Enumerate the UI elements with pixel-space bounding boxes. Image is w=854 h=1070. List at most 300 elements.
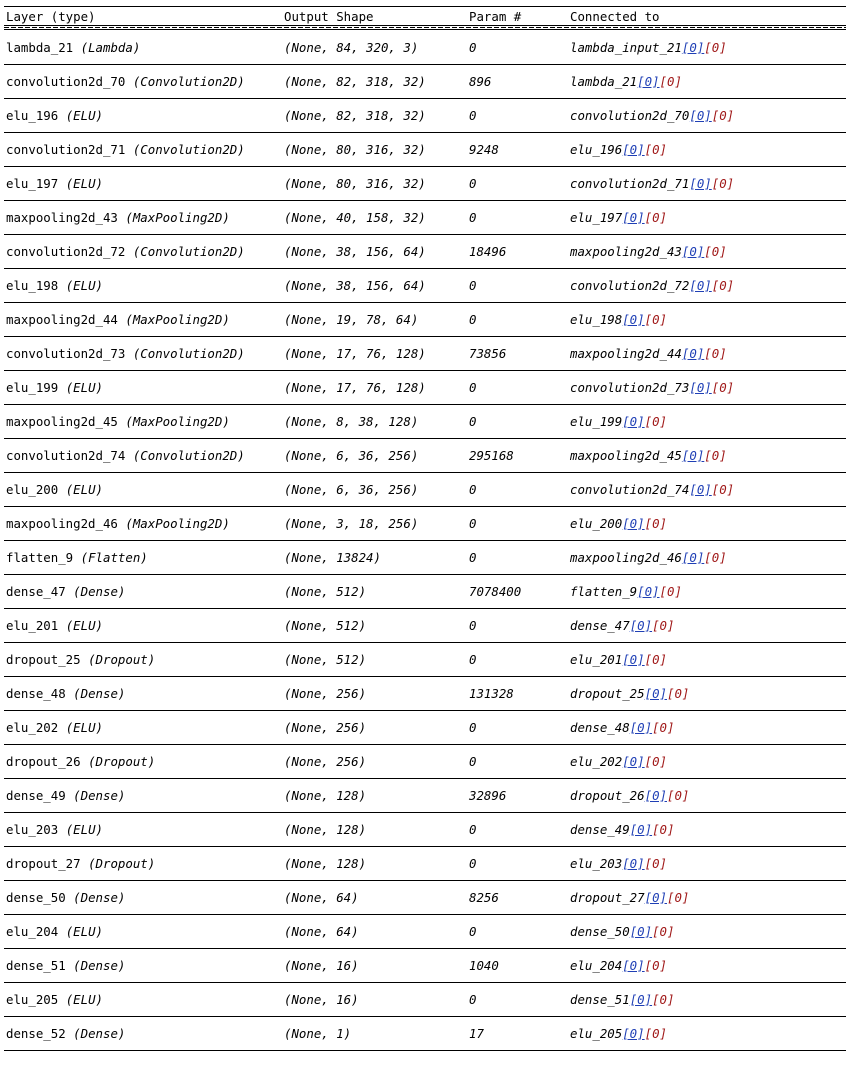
layer-type: (Dense) bbox=[73, 958, 126, 973]
tensor-index: [0] bbox=[644, 1026, 667, 1041]
connected-to bbox=[570, 856, 667, 872]
layer-name: convolution2d_70 bbox=[6, 74, 126, 89]
table-row bbox=[0, 881, 854, 915]
output-shape: (None, 80, 316, 32) bbox=[284, 176, 426, 191]
layer-type: (Convolution2D) bbox=[132, 346, 245, 361]
node-index-link[interactable]: [0] bbox=[622, 516, 645, 531]
table-row bbox=[0, 575, 854, 609]
table-row bbox=[0, 983, 854, 1017]
layer-name: dense_52 bbox=[6, 1026, 66, 1041]
table-row bbox=[0, 949, 854, 983]
layer-cell bbox=[6, 244, 245, 260]
layer-cell bbox=[6, 142, 245, 158]
table-row bbox=[0, 609, 854, 643]
table-row bbox=[0, 711, 854, 745]
layer-cell bbox=[6, 74, 245, 90]
tensor-index: [0] bbox=[652, 924, 675, 939]
header-double-rule bbox=[4, 25, 846, 30]
output-shape: (None, 6, 36, 256) bbox=[284, 482, 419, 497]
connected-layer: convolution2d_72 bbox=[570, 278, 690, 293]
layer-cell bbox=[6, 278, 103, 294]
node-index-link[interactable]: [0] bbox=[622, 652, 645, 667]
connected-layer: maxpooling2d_43 bbox=[570, 244, 682, 259]
node-index-link[interactable]: [0] bbox=[644, 890, 667, 905]
layer-type: (Flatten) bbox=[80, 550, 148, 565]
output-shape: (None, 128) bbox=[284, 822, 367, 837]
connected-layer: convolution2d_70 bbox=[570, 108, 690, 123]
node-index-link[interactable]: [0] bbox=[622, 754, 645, 769]
connected-to bbox=[570, 584, 682, 600]
tensor-index: [0] bbox=[667, 890, 690, 905]
layer-cell bbox=[6, 380, 103, 396]
node-index-link[interactable]: [0] bbox=[637, 584, 660, 599]
node-index-link[interactable]: [0] bbox=[629, 822, 653, 837]
tensor-index: [0] bbox=[711, 482, 735, 497]
layer-name: elu_200 bbox=[6, 482, 59, 497]
connected-layer: elu_202 bbox=[570, 754, 623, 769]
param-count: 0 bbox=[469, 550, 477, 565]
layer-cell bbox=[6, 414, 230, 430]
connected-to bbox=[570, 142, 667, 158]
layer-name: dropout_26 bbox=[6, 754, 81, 769]
output-shape: (None, 256) bbox=[284, 720, 367, 735]
table-row bbox=[0, 133, 854, 167]
param-count: 18496 bbox=[469, 244, 507, 259]
node-index-link[interactable]: [0] bbox=[629, 618, 653, 633]
connected-layer: elu_199 bbox=[570, 414, 623, 429]
tensor-index: [0] bbox=[652, 720, 675, 735]
layer-name: elu_201 bbox=[6, 618, 59, 633]
tensor-index: [0] bbox=[652, 618, 675, 633]
connected-to bbox=[570, 278, 734, 294]
table-row bbox=[0, 405, 854, 439]
layer-name: flatten_9 bbox=[6, 550, 74, 565]
connected-to bbox=[570, 40, 727, 56]
connected-to bbox=[570, 754, 667, 770]
node-index-link[interactable]: [0] bbox=[622, 210, 645, 225]
output-shape: (None, 3, 18, 256) bbox=[284, 516, 419, 531]
node-index-link[interactable]: [0] bbox=[644, 788, 667, 803]
node-index-link[interactable]: [0] bbox=[681, 40, 705, 55]
layer-cell bbox=[6, 176, 103, 192]
layer-cell bbox=[6, 822, 103, 838]
layer-type: (ELU) bbox=[65, 482, 103, 497]
connected-layer: dropout_27 bbox=[570, 890, 645, 905]
tensor-index: [0] bbox=[659, 584, 682, 599]
output-shape: (None, 82, 318, 32) bbox=[284, 74, 426, 89]
param-count: 131328 bbox=[469, 686, 514, 701]
layer-name: maxpooling2d_45 bbox=[6, 414, 118, 429]
output-shape: (None, 82, 318, 32) bbox=[284, 108, 426, 123]
param-count: 0 bbox=[469, 414, 477, 429]
tensor-index: [0] bbox=[711, 380, 735, 395]
connected-layer: elu_203 bbox=[570, 856, 623, 871]
output-shape: (None, 64) bbox=[284, 890, 359, 905]
tensor-index: [0] bbox=[704, 550, 727, 565]
layer-cell bbox=[6, 482, 103, 498]
layer-type: (Convolution2D) bbox=[132, 244, 245, 259]
connected-to bbox=[570, 380, 734, 396]
layer-name: elu_202 bbox=[6, 720, 59, 735]
layer-type: (ELU) bbox=[65, 720, 103, 735]
layer-type: (Dense) bbox=[73, 788, 126, 803]
node-index-link[interactable]: [0] bbox=[629, 720, 653, 735]
layer-cell bbox=[6, 210, 230, 226]
tensor-index: [0] bbox=[644, 754, 667, 769]
connected-layer: maxpooling2d_46 bbox=[570, 550, 682, 565]
layer-type: (ELU) bbox=[65, 176, 103, 191]
layer-cell bbox=[6, 652, 155, 668]
table-header bbox=[0, 9, 854, 25]
output-shape: (None, 128) bbox=[284, 856, 367, 871]
param-count: 295168 bbox=[469, 448, 514, 463]
connected-layer: convolution2d_74 bbox=[570, 482, 690, 497]
param-count: 0 bbox=[469, 312, 477, 327]
output-shape: (None, 256) bbox=[284, 754, 367, 769]
tensor-index: [0] bbox=[704, 448, 727, 463]
layer-name: maxpooling2d_43 bbox=[6, 210, 118, 225]
table-row bbox=[0, 439, 854, 473]
node-index-link[interactable]: [0] bbox=[689, 108, 712, 123]
layer-type: (ELU) bbox=[65, 278, 103, 293]
connected-to bbox=[570, 74, 682, 90]
connected-to bbox=[570, 686, 689, 702]
table-row bbox=[0, 269, 854, 303]
node-index-link[interactable]: [0] bbox=[689, 380, 712, 395]
layer-cell bbox=[6, 924, 103, 940]
layer-cell bbox=[6, 516, 230, 532]
param-count: 0 bbox=[469, 176, 477, 191]
param-count: 9248 bbox=[469, 142, 499, 157]
table-row bbox=[0, 507, 854, 541]
row-divider bbox=[4, 1050, 846, 1051]
layer-name: dense_48 bbox=[6, 686, 66, 701]
output-shape: (None, 16) bbox=[284, 992, 359, 1007]
connected-to bbox=[570, 176, 734, 192]
tensor-index: [0] bbox=[711, 278, 735, 293]
connected-to bbox=[570, 992, 674, 1008]
param-count: 0 bbox=[469, 720, 477, 735]
output-shape: (None, 512) bbox=[284, 618, 367, 633]
connected-to bbox=[570, 958, 667, 974]
layer-cell bbox=[6, 992, 103, 1008]
output-shape: (None, 64) bbox=[284, 924, 359, 939]
connected-layer: dropout_25 bbox=[570, 686, 645, 701]
layer-type: (Convolution2D) bbox=[132, 74, 245, 89]
layer-name: dropout_27 bbox=[6, 856, 81, 871]
param-count: 0 bbox=[469, 482, 477, 497]
layer-name: elu_203 bbox=[6, 822, 59, 837]
table-row bbox=[0, 643, 854, 677]
node-index-link[interactable]: [0] bbox=[689, 176, 712, 191]
tensor-index: [0] bbox=[711, 108, 735, 123]
node-index-link[interactable]: [0] bbox=[622, 142, 645, 157]
tensor-index: [0] bbox=[644, 142, 667, 157]
tensor-index: [0] bbox=[644, 652, 667, 667]
connected-layer: lambda_21 bbox=[570, 74, 638, 89]
tensor-index: [0] bbox=[704, 40, 727, 55]
layer-cell bbox=[6, 720, 103, 736]
tensor-index: [0] bbox=[652, 822, 675, 837]
tensor-index: [0] bbox=[659, 74, 682, 89]
node-index-link[interactable]: [0] bbox=[622, 312, 645, 327]
node-index-link[interactable]: [0] bbox=[689, 278, 712, 293]
param-count: 17 bbox=[469, 1026, 484, 1041]
tensor-index: [0] bbox=[652, 992, 675, 1007]
layer-type: (Dense) bbox=[73, 1026, 126, 1041]
layer-name: elu_196 bbox=[6, 108, 59, 123]
layer-name: maxpooling2d_44 bbox=[6, 312, 118, 327]
param-count: 0 bbox=[469, 924, 477, 939]
tensor-index: [0] bbox=[667, 686, 690, 701]
layer-cell bbox=[6, 448, 245, 464]
output-shape: (None, 16) bbox=[284, 958, 359, 973]
table-row bbox=[0, 473, 854, 507]
tensor-index: [0] bbox=[644, 516, 667, 531]
connected-to bbox=[570, 720, 674, 736]
output-shape: (None, 128) bbox=[284, 788, 367, 803]
node-index-link[interactable]: [0] bbox=[689, 482, 712, 497]
param-count: 0 bbox=[469, 652, 477, 667]
connected-layer: elu_197 bbox=[570, 210, 623, 225]
connected-to bbox=[570, 652, 667, 668]
connected-layer: dense_48 bbox=[570, 720, 630, 735]
output-shape: (None, 40, 158, 32) bbox=[284, 210, 426, 225]
layer-cell bbox=[6, 1026, 125, 1042]
connected-layer: flatten_9 bbox=[570, 584, 638, 599]
param-count: 0 bbox=[469, 992, 477, 1007]
connected-to bbox=[570, 346, 727, 362]
connected-to bbox=[570, 788, 689, 804]
param-count: 0 bbox=[469, 40, 477, 55]
node-index-link[interactable]: [0] bbox=[622, 1026, 645, 1041]
tensor-index: [0] bbox=[667, 788, 690, 803]
connected-layer: maxpooling2d_44 bbox=[570, 346, 682, 361]
connected-layer: dense_47 bbox=[570, 618, 630, 633]
header-param-count: Param # bbox=[469, 9, 522, 24]
output-shape: (None, 13824) bbox=[284, 550, 381, 565]
node-index-link[interactable]: [0] bbox=[681, 346, 705, 361]
param-count: 0 bbox=[469, 754, 477, 769]
table-row bbox=[0, 337, 854, 371]
tensor-index: [0] bbox=[644, 312, 667, 327]
layer-name: convolution2d_72 bbox=[6, 244, 126, 259]
connected-layer: elu_196 bbox=[570, 142, 623, 157]
output-shape: (None, 512) bbox=[284, 584, 367, 599]
connected-layer: dense_50 bbox=[570, 924, 630, 939]
connected-layer: convolution2d_73 bbox=[570, 380, 690, 395]
layer-cell bbox=[6, 958, 125, 974]
connected-layer: elu_198 bbox=[570, 312, 623, 327]
header-output-shape: Output Shape bbox=[284, 9, 374, 24]
table-row bbox=[0, 915, 854, 949]
layer-name: dense_51 bbox=[6, 958, 66, 973]
output-shape: (None, 17, 76, 128) bbox=[284, 346, 426, 361]
connected-layer: dropout_26 bbox=[570, 788, 645, 803]
output-shape: (None, 8, 38, 128) bbox=[284, 414, 419, 429]
layer-type: (ELU) bbox=[65, 108, 103, 123]
output-shape: (None, 80, 316, 32) bbox=[284, 142, 426, 157]
table-row bbox=[0, 99, 854, 133]
connected-layer: maxpooling2d_45 bbox=[570, 448, 682, 463]
layer-name: dense_47 bbox=[6, 584, 66, 599]
layer-name: elu_205 bbox=[6, 992, 59, 1007]
layer-name: dense_49 bbox=[6, 788, 66, 803]
table-row bbox=[0, 541, 854, 575]
connected-to bbox=[570, 210, 667, 226]
top-rule bbox=[4, 6, 846, 7]
connected-layer: elu_201 bbox=[570, 652, 623, 667]
layer-type: (Convolution2D) bbox=[132, 448, 245, 463]
param-count: 0 bbox=[469, 516, 477, 531]
header-connected-to: Connected to bbox=[570, 9, 660, 24]
layer-cell bbox=[6, 788, 125, 804]
connected-layer: dense_51 bbox=[570, 992, 630, 1007]
table-row bbox=[0, 677, 854, 711]
layer-type: (ELU) bbox=[65, 924, 103, 939]
tensor-index: [0] bbox=[711, 176, 735, 191]
node-index-link[interactable]: [0] bbox=[629, 924, 653, 939]
layer-name: convolution2d_71 bbox=[6, 142, 126, 157]
output-shape: (None, 84, 320, 3) bbox=[284, 40, 419, 55]
header-layer-type: Layer (type) bbox=[6, 9, 96, 24]
param-count: 0 bbox=[469, 380, 477, 395]
connected-to bbox=[570, 1026, 667, 1042]
connected-layer: lambda_input_21 bbox=[570, 40, 682, 55]
connected-to bbox=[570, 618, 674, 634]
table-row bbox=[0, 847, 854, 881]
connected-to bbox=[570, 924, 674, 940]
param-count: 1040 bbox=[469, 958, 499, 973]
output-shape: (None, 38, 156, 64) bbox=[284, 278, 426, 293]
layer-type: (Dropout) bbox=[88, 754, 156, 769]
layer-type: (Dropout) bbox=[88, 652, 156, 667]
layer-cell bbox=[6, 890, 125, 906]
connected-to bbox=[570, 550, 727, 566]
connected-to bbox=[570, 822, 674, 838]
layer-type: (ELU) bbox=[65, 618, 103, 633]
layer-name: convolution2d_73 bbox=[6, 346, 126, 361]
connected-to bbox=[570, 482, 734, 498]
tensor-index: [0] bbox=[704, 244, 727, 259]
layer-name: elu_199 bbox=[6, 380, 59, 395]
layer-type: (MaxPooling2D) bbox=[125, 312, 230, 327]
table-row bbox=[0, 31, 854, 65]
layer-type: (MaxPooling2D) bbox=[125, 210, 230, 225]
layer-type: (Dense) bbox=[73, 584, 126, 599]
layer-type: (ELU) bbox=[65, 992, 103, 1007]
table-row bbox=[0, 779, 854, 813]
layer-type: (ELU) bbox=[65, 822, 103, 837]
layer-name: maxpooling2d_46 bbox=[6, 516, 118, 531]
tensor-index: [0] bbox=[644, 856, 667, 871]
table-row bbox=[0, 167, 854, 201]
layer-type: (Lambda) bbox=[80, 40, 141, 55]
layer-cell bbox=[6, 40, 140, 56]
table-row bbox=[0, 813, 854, 847]
layer-name: dropout_25 bbox=[6, 652, 81, 667]
layer-type: (MaxPooling2D) bbox=[125, 414, 230, 429]
layer-type: (ELU) bbox=[65, 380, 103, 395]
connected-to bbox=[570, 516, 667, 532]
output-shape: (None, 19, 78, 64) bbox=[284, 312, 419, 327]
connected-layer: elu_204 bbox=[570, 958, 623, 973]
param-count: 0 bbox=[469, 822, 477, 837]
layer-cell bbox=[6, 584, 125, 600]
output-shape: (None, 17, 76, 128) bbox=[284, 380, 426, 395]
connected-to bbox=[570, 414, 667, 430]
connected-layer: dense_49 bbox=[570, 822, 630, 837]
tensor-index: [0] bbox=[644, 210, 667, 225]
node-index-link[interactable]: [0] bbox=[622, 414, 645, 429]
node-index-link[interactable]: [0] bbox=[681, 550, 705, 565]
layer-cell bbox=[6, 312, 230, 328]
tensor-index: [0] bbox=[644, 414, 667, 429]
layer-cell bbox=[6, 754, 155, 770]
param-count: 0 bbox=[469, 210, 477, 225]
param-count: 0 bbox=[469, 108, 477, 123]
connected-to bbox=[570, 312, 667, 328]
param-count: 7078400 bbox=[469, 584, 522, 599]
layer-cell bbox=[6, 346, 245, 362]
connected-layer: convolution2d_71 bbox=[570, 176, 690, 191]
table-row bbox=[0, 201, 854, 235]
param-count: 0 bbox=[469, 618, 477, 633]
layer-cell bbox=[6, 686, 125, 702]
node-index-link[interactable]: [0] bbox=[681, 448, 705, 463]
layer-cell bbox=[6, 108, 103, 124]
node-index-link[interactable]: [0] bbox=[622, 856, 645, 871]
param-count: 32896 bbox=[469, 788, 507, 803]
node-index-link[interactable]: [0] bbox=[644, 686, 667, 701]
node-index-link[interactable]: [0] bbox=[622, 958, 645, 973]
layer-name: dense_50 bbox=[6, 890, 66, 905]
connected-to bbox=[570, 244, 727, 260]
connected-layer: elu_200 bbox=[570, 516, 623, 531]
connected-to bbox=[570, 890, 689, 906]
layer-name: elu_197 bbox=[6, 176, 59, 191]
param-count: 8256 bbox=[469, 890, 499, 905]
param-count: 0 bbox=[469, 856, 477, 871]
layer-type: (Dense) bbox=[73, 890, 126, 905]
output-shape: (None, 38, 156, 64) bbox=[284, 244, 426, 259]
param-count: 896 bbox=[469, 74, 492, 89]
output-shape: (None, 6, 36, 256) bbox=[284, 448, 419, 463]
output-shape: (None, 256) bbox=[284, 686, 367, 701]
table-row bbox=[0, 65, 854, 99]
connected-to bbox=[570, 448, 727, 464]
layer-type: (MaxPooling2D) bbox=[125, 516, 230, 531]
tensor-index: [0] bbox=[704, 346, 727, 361]
node-index-link[interactable]: [0] bbox=[681, 244, 705, 259]
layer-type: (Dropout) bbox=[88, 856, 156, 871]
param-count: 73856 bbox=[469, 346, 507, 361]
layer-name: elu_198 bbox=[6, 278, 59, 293]
layer-name: lambda_21 bbox=[6, 40, 74, 55]
table-row bbox=[0, 745, 854, 779]
layer-cell bbox=[6, 856, 155, 872]
layer-cell bbox=[6, 618, 103, 634]
output-shape: (None, 1) bbox=[284, 1026, 352, 1041]
layer-type: (Convolution2D) bbox=[132, 142, 245, 157]
layer-cell bbox=[6, 550, 148, 566]
layer-type: (Dense) bbox=[73, 686, 126, 701]
connected-layer: elu_205 bbox=[570, 1026, 623, 1041]
node-index-link[interactable]: [0] bbox=[637, 74, 660, 89]
layer-name: elu_204 bbox=[6, 924, 59, 939]
output-shape: (None, 512) bbox=[284, 652, 367, 667]
node-index-link[interactable]: [0] bbox=[629, 992, 653, 1007]
